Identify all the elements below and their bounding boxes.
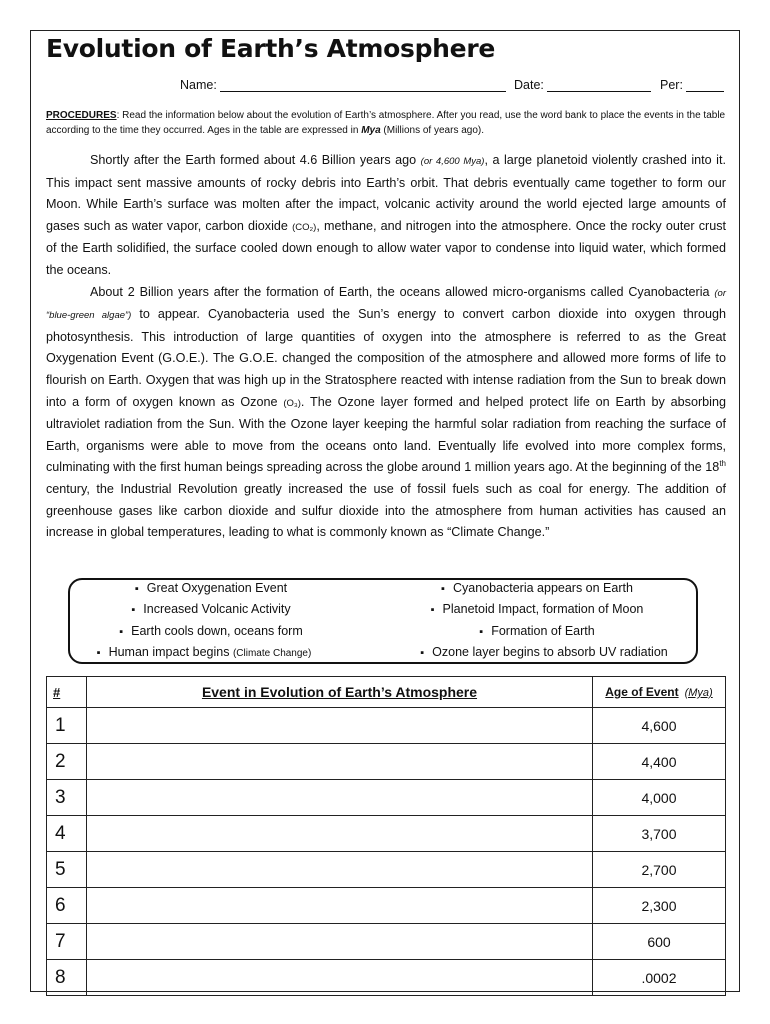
word-bank-item[interactable] [97, 645, 312, 659]
header-event: Event in Evolution of Earth’s Atmosphere [87, 677, 593, 708]
age-cell: 4,600 [593, 708, 726, 744]
word-bank-item[interactable]: ▪ Increased Volcanic Activity [131, 602, 290, 616]
row-number: 4 [47, 816, 87, 852]
name-field[interactable] [180, 78, 506, 92]
paragraph-text: century, the Industrial Revolution greatly increased the use of fossil fuels such as coal for energy. The addition of greenhouse gases like carbon dioxide and sulfur dioxide into the atmosphere from human activities has caused an increase in global temperatures, leading to what is commonly known as “Climate Change.” [46, 481, 726, 540]
paragraph-1 [46, 150, 726, 282]
paragraph-note: (or “blue-green algae”) [46, 287, 726, 322]
table-row [47, 816, 726, 852]
age-cell: 2,300 [593, 888, 726, 924]
date-blank[interactable] [547, 79, 651, 92]
paragraph-text: , methane, and nitrogen into the atmosphere. Once the rocky outer crust of the Earth solidified, the surface cooled down enough to allow water vapor to condense into liquid water, which formed the oceans. [46, 218, 726, 277]
event-cell[interactable] [87, 780, 593, 816]
event-cell[interactable] [87, 744, 593, 780]
events-table [46, 676, 726, 996]
word-bank-item[interactable]: ▪ Planetoid Impact, formation of Moon [431, 602, 644, 616]
mya-term: Mya [361, 125, 381, 136]
paragraph-note: (or 4,600 Mya) [420, 156, 485, 167]
name-label: Name: [180, 78, 217, 92]
o3-formula: (O₃) [283, 397, 301, 409]
header-age-unit: (Mya) [684, 687, 713, 699]
event-cell[interactable] [87, 888, 593, 924]
word-bank-item[interactable]: ▪ Ozone layer begins to absorb UV radiation [420, 645, 667, 659]
event-cell[interactable] [87, 960, 593, 996]
word-bank-item[interactable]: ▪ Cyanobacteria appears on Earth [441, 581, 633, 595]
reading-passage [46, 150, 726, 544]
header-number: # [47, 677, 87, 708]
procedures-text: : Read the information below about the evolution of Earth’s atmosphere. After you read, use the word bank to place the events in the table according to the time they occurred. Ages in the table are expressed in [46, 110, 726, 136]
header-age [593, 677, 726, 708]
header-age-label: Age of Event [605, 685, 679, 699]
procedures [46, 108, 726, 138]
age-cell: 4,400 [593, 744, 726, 780]
row-number: 3 [47, 780, 87, 816]
ordinal-suffix: th [719, 459, 726, 469]
age-cell: .0002 [593, 960, 726, 996]
word-bank-item[interactable]: ▪ Great Oxygenation Event [135, 581, 287, 595]
row-number: 7 [47, 924, 87, 960]
table-row [47, 708, 726, 744]
row-number: 6 [47, 888, 87, 924]
page-title: Evolution of Earth’s Atmosphere [46, 34, 496, 63]
co2-formula: (CO₂) [292, 221, 317, 233]
word-bank [68, 578, 698, 664]
procedures-label: PROCEDURES [46, 110, 117, 121]
age-cell: 600 [593, 924, 726, 960]
table-row [47, 852, 726, 888]
event-cell[interactable] [87, 852, 593, 888]
age-cell: 3,700 [593, 816, 726, 852]
word-bank-item-label: Human impact begins [108, 645, 230, 659]
table-row [47, 888, 726, 924]
word-bank-item[interactable]: ▪ Formation of Earth [479, 624, 594, 638]
name-blank[interactable] [220, 79, 506, 92]
paragraph-text: to appear. Cyanobacteria used the Sun’s energy to convert carbon dioxide into oxygen through photosynthesis. This introduction of large quantities of oxygen into the atmosphere is referred to as the Great Oxygenation Event (G.O.E.). The G.O.E. changed the composition of the atmosphere and allowed more forms of life to flourish on Earth. Oxygen that was high up in the Stratosphere reacted with intense radiation from the Sun to break down into a form of oxygen known as Ozone [46, 307, 726, 409]
table-row [47, 924, 726, 960]
age-cell: 2,700 [593, 852, 726, 888]
paragraph-2 [46, 282, 726, 544]
paragraph-text: . The Ozone layer formed and helped protect life on Earth by absorbing ultraviolet radiation from the Sun. With the Ozone layer keeping the harmful solar radiation from reaching the surface of Earth, organisms were able to move from the oceans onto land. Eventually life evolved into more complex forms, culminating with the first human beings spreading across the globe around 1 million years ago. At the beginning of the 18 [46, 394, 726, 475]
word-bank-item-note: (Climate Change) [232, 648, 312, 659]
event-cell[interactable] [87, 708, 593, 744]
age-cell: 4,000 [593, 780, 726, 816]
event-cell[interactable] [87, 924, 593, 960]
table-row [47, 744, 726, 780]
table-header-row [47, 677, 726, 708]
table-row [47, 780, 726, 816]
paragraph-text: Shortly after the Earth formed about 4.6 Billion years ago [90, 153, 421, 167]
word-bank-item[interactable]: ▪ Earth cools down, oceans form [119, 624, 303, 638]
event-cell[interactable] [87, 816, 593, 852]
procedures-text-end: (Millions of years ago). [380, 125, 485, 136]
period-field[interactable] [660, 78, 724, 92]
date-label: Date: [514, 78, 544, 92]
period-label: Per: [660, 78, 683, 92]
table-row [47, 960, 726, 996]
paragraph-text: About 2 Billion years after the formation of Earth, the oceans allowed micro-organisms called Cyanobacteria [90, 284, 715, 299]
row-number: 5 [47, 852, 87, 888]
row-number: 2 [47, 744, 87, 780]
period-blank[interactable] [686, 79, 724, 92]
date-field[interactable] [514, 78, 651, 92]
paragraph-text: , a large planetoid violently crashed into it. This impact sent massive amounts of rocky debris into Earth’s orbit. That debris eventually came together to form our Moon. While Earth’s surface was molten after the impact, volcanic activity around the world ejected large amounts of gases such as water vapor, carbon dioxide [46, 153, 726, 233]
row-number: 8 [47, 960, 87, 996]
row-number: 1 [47, 708, 87, 744]
